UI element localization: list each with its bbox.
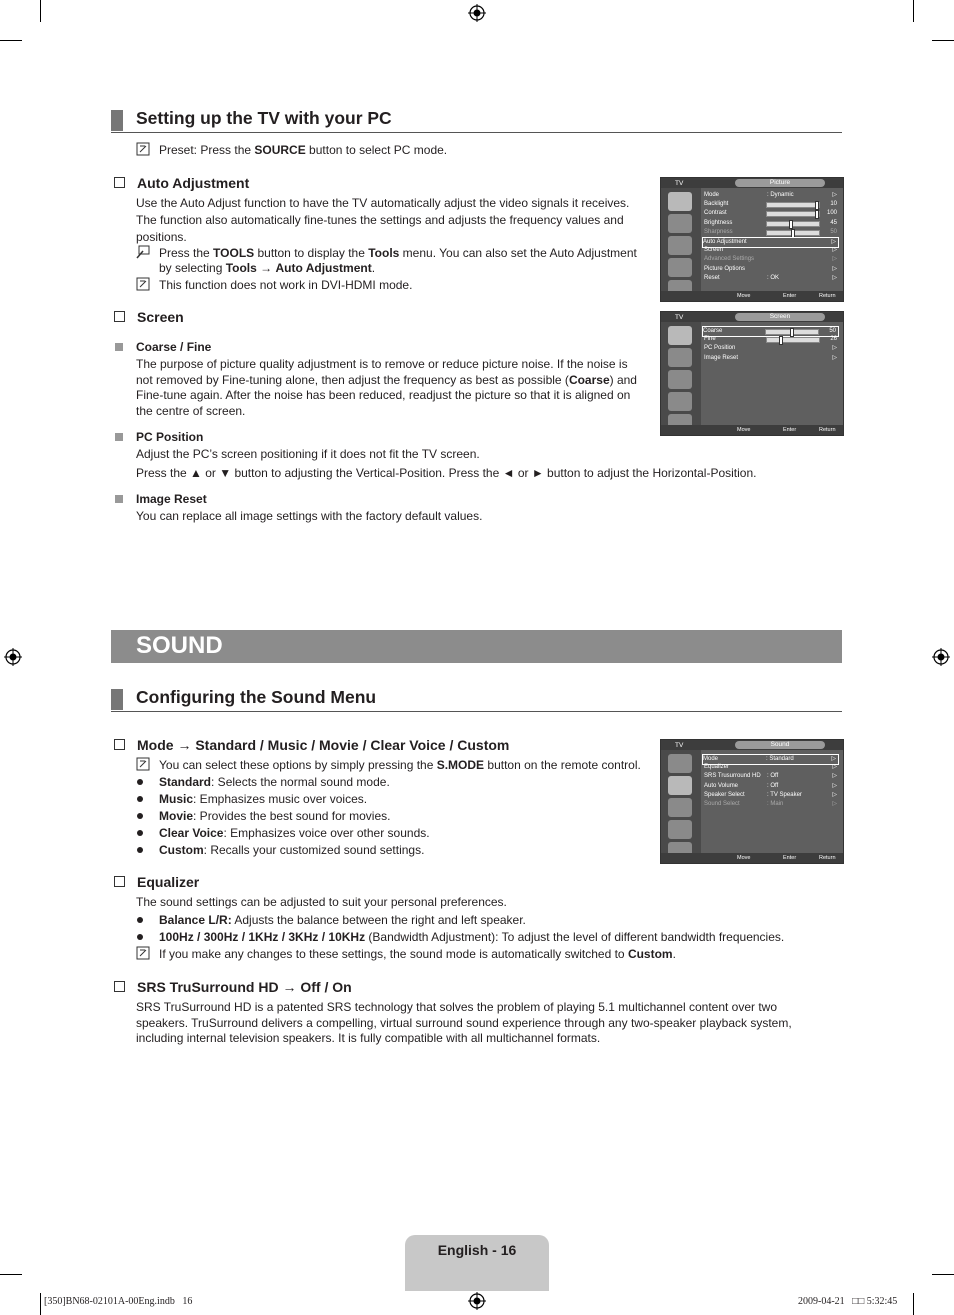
text: ) and (609, 372, 637, 387)
osd-top-bar (661, 740, 843, 750)
crop-mark (913, 1293, 914, 1315)
osd-row-number: 50 (830, 228, 837, 235)
subheading-mode (114, 737, 509, 753)
paragraph-line: including internal television speakers. It is fully compatible with all multichannel formats. (136, 1031, 601, 1045)
osd-row[interactable] (704, 228, 839, 237)
coarse-paragraph (136, 357, 637, 419)
list-item (159, 930, 784, 944)
setup-icon (668, 392, 692, 411)
text: Image Reset (136, 492, 207, 506)
square-bullet-icon (115, 495, 123, 503)
text-bold: Balance L/R: (159, 913, 232, 927)
osd-arrow-icon: ▷ (831, 756, 836, 762)
text: Coarse / Fine (136, 340, 212, 354)
note-text: You can select these options by simply pressing the (159, 758, 437, 772)
osd-row[interactable] (704, 772, 839, 781)
note-text: button to select PC mode. (305, 143, 448, 157)
osd-row-number: 26 (830, 336, 837, 343)
text: : Emphasizes music over voices. (193, 792, 368, 806)
pc-position-heading (136, 430, 203, 444)
text-bold: 100Hz / 300Hz / 1KHz / 3KHz / 10KHz (159, 930, 366, 944)
list-item (159, 809, 390, 823)
checkbox-icon (114, 177, 125, 188)
osd-row-label: Equalizer (704, 764, 730, 771)
osd-tv-label: TV (675, 180, 684, 187)
osd-row-label: Mode (704, 192, 720, 198)
registration-mark-icon (932, 648, 950, 666)
registration-mark-icon (4, 648, 22, 666)
section-header-bar (111, 110, 123, 131)
note-bold: SOURCE (254, 143, 306, 157)
text-bold: Movie (159, 809, 194, 823)
osd-row-value: : Off (767, 773, 779, 780)
osd-row-label: Screen (704, 247, 724, 254)
list-item (159, 775, 390, 789)
srs-paragraph (136, 1000, 792, 1047)
osd-row-value: : Main (767, 801, 784, 807)
osd-row[interactable] (704, 246, 839, 255)
list-item (159, 913, 526, 927)
text: button to display the (254, 246, 369, 260)
osd-row[interactable] (704, 219, 839, 228)
osd-row[interactable] (704, 265, 839, 274)
osd-slider[interactable] (766, 337, 820, 343)
paragraph-line: You can replace all image settings with the factory default values. (136, 509, 483, 523)
text-bold: Clear Voice (159, 826, 224, 840)
text: not removed by Fine-tuning alone, then adjust the frequency as best as possible ( (136, 372, 569, 387)
coarse-fine-heading (136, 340, 211, 354)
note-bold: S.MODE (436, 758, 485, 772)
osd-move-hint: Move (737, 855, 751, 861)
note-icon (136, 142, 150, 156)
equalizer-intro (136, 895, 507, 911)
osd-row-label: Fine (704, 336, 716, 343)
note-text: . (672, 947, 676, 961)
paragraph-line: positions. (136, 230, 187, 244)
checkbox-icon (114, 876, 125, 887)
subheading-text: Auto Adjustment (137, 175, 250, 191)
registration-mark-icon (468, 1292, 486, 1310)
sound-banner (111, 630, 842, 663)
auto-paragraph (136, 196, 629, 246)
osd-row-value: : Dynamic (767, 192, 794, 198)
bullet-dot-icon (137, 847, 143, 853)
osd-title: Screen (735, 313, 825, 321)
bullet-dot-icon (137, 813, 143, 819)
osd-row-number: 50 (829, 328, 836, 334)
osd-row-label: Auto Adjustment (703, 239, 747, 245)
smode-note (159, 758, 641, 772)
picture-icon (668, 326, 692, 345)
crop-mark (0, 40, 22, 41)
text: by selecting (159, 261, 226, 275)
crop-mark (932, 40, 954, 41)
osd-enter-hint: Enter (783, 293, 797, 299)
list-item (159, 843, 424, 857)
osd-row-label: Advanced Settings (704, 256, 755, 263)
section-title: Configuring the Sound Menu (136, 687, 377, 707)
osd-bottom-bar (661, 425, 843, 435)
osd-arrow-icon: ▷ (832, 773, 837, 780)
list-item (159, 826, 430, 840)
paragraph-line: Press the ▲ or ▼ button to adjusting the Vertical-Position. Press the ◄ or ► button to adjust the Horizontal-Position. (136, 465, 757, 480)
sound-icon (668, 214, 692, 233)
section-header-sound (111, 689, 842, 712)
section-header-pc (111, 110, 842, 133)
file-name: [350]BN68-02101A-00Eng.indb 16 (44, 1296, 193, 1307)
paragraph-line: Adjust the PC’s screen positioning if it does not fit the TV screen. (136, 447, 480, 461)
text: PC Position (136, 430, 204, 444)
osd-sidebar (661, 750, 701, 853)
subheading-text: Screen (137, 309, 184, 325)
crop-mark (40, 1293, 41, 1315)
tools-icon (136, 245, 150, 259)
subheading-srs (114, 979, 352, 995)
osd-title: Sound (735, 741, 825, 749)
osd-screen-menu (660, 311, 844, 436)
crop-mark (0, 1274, 22, 1275)
osd-arrow-icon: ▷ (832, 791, 837, 798)
osd-arrow-icon: ▷ (832, 247, 837, 254)
page-number-tab (405, 1235, 549, 1291)
osd-enter-hint: Enter (783, 855, 797, 861)
text: → (256, 261, 276, 275)
osd-bottom-bar (661, 853, 843, 863)
osd-row-label: Mode (703, 756, 719, 762)
subheading-text: Equalizer (137, 874, 200, 890)
square-bullet-icon (115, 343, 123, 351)
paragraph-line: The purpose of picture quality adjustment is to remove or reduce picture noise. If the noise is (136, 357, 628, 371)
osd-main (701, 188, 843, 291)
osd-arrow-icon: ▷ (832, 764, 837, 771)
osd-row[interactable] (704, 800, 839, 809)
osd-row-number: 10 (830, 201, 837, 208)
tools-note (159, 246, 637, 275)
dvi-note (159, 278, 412, 292)
checkbox-icon (114, 981, 125, 992)
custom-note (159, 947, 676, 961)
osd-row-label: Image Reset (704, 354, 739, 361)
osd-arrow-icon: ▷ (832, 274, 837, 281)
osd-move-hint: Move (737, 293, 751, 299)
osd-move-hint: Move (737, 427, 751, 433)
osd-row-label: Reset (704, 274, 720, 281)
image-reset-heading (136, 492, 207, 506)
banner-title: SOUND (136, 632, 223, 659)
osd-enter-hint: Enter (783, 427, 797, 433)
bullet-dot-icon (137, 796, 143, 802)
osd-row-label: PC Position (704, 345, 736, 352)
note-text: This function does not work in DVI-HDMI mode. (159, 278, 413, 292)
osd-tv-label: TV (675, 314, 684, 321)
osd-arrow-icon: ▷ (832, 265, 837, 272)
osd-title: Picture (735, 179, 825, 187)
text-bold: Music (159, 792, 194, 806)
osd-row-number: 100 (826, 210, 837, 217)
text: . (371, 261, 376, 275)
sound-icon (668, 348, 692, 367)
osd-row-value: : Off (767, 782, 779, 789)
text: (Bandwidth Adjustment): To adjust the level of different bandwidth frequencies. (365, 930, 785, 944)
note-text: Preset: Press the (159, 143, 255, 157)
text: Adjusts the balance between the right and left speaker. (231, 913, 526, 927)
osd-picture-menu (660, 177, 844, 302)
text-bold: Standard (159, 775, 212, 789)
bullet-dot-icon (137, 917, 143, 923)
osd-sidebar (661, 188, 701, 291)
paragraph-line: SRS TruSurround HD is a patented SRS technology that solves the problem of playing 5.1 multichannel content over two (136, 1000, 778, 1014)
note-bold: Custom (627, 947, 673, 961)
osd-row[interactable] (704, 209, 839, 218)
text-bold: Custom (159, 843, 204, 857)
paragraph-line: The function also automatically fine-tunes the settings and adjusts the frequency values and (136, 213, 624, 227)
osd-top-bar (661, 178, 843, 188)
channel-icon (668, 236, 692, 255)
setup-icon (668, 258, 692, 277)
square-bullet-icon (115, 433, 123, 441)
osd-row[interactable] (704, 763, 839, 772)
text-bold: Coarse (568, 372, 610, 387)
osd-row-label: Backlight (704, 201, 729, 208)
text: : Emphasizes voice over other sounds. (223, 826, 430, 840)
subheading-text: SRS TruSurround HD → Off / On (137, 979, 352, 995)
paragraph-line: The sound settings can be adjusted to suit your personal preferences. (136, 895, 507, 909)
osd-sidebar (661, 322, 701, 425)
channel-icon (668, 370, 692, 389)
osd-arrow-icon: ▷ (832, 256, 837, 263)
osd-return-hint: Return (819, 427, 836, 433)
osd-row-value: : OK (767, 274, 780, 281)
osd-arrow-icon: ▷ (831, 239, 836, 245)
checkbox-icon (114, 739, 125, 750)
osd-row-label: Contrast (704, 210, 727, 217)
osd-row[interactable] (704, 255, 839, 264)
subheading-screen (114, 309, 184, 325)
osd-row-label: Speaker Select (704, 791, 745, 798)
text: : Recalls your customized sound settings. (203, 843, 425, 857)
osd-main (701, 750, 843, 853)
bullet-dot-icon (137, 830, 143, 836)
sound-icon (668, 776, 692, 795)
crop-mark (932, 1274, 954, 1275)
osd-row-label: Auto Volume (704, 782, 739, 789)
osd-row-label: SRS Trusurround HD (704, 773, 761, 780)
note-text: If you make any changes to these settings, the sound mode is automatically switched to (159, 947, 628, 961)
osd-row[interactable] (704, 191, 839, 200)
text: : Provides the best sound for movies. (193, 809, 391, 823)
text: Press the (159, 246, 214, 260)
pc-position-paragraph (136, 447, 756, 481)
osd-row[interactable] (704, 791, 839, 800)
paragraph-line: Fine-tune again. After the noise has been reduced, readjust the picture so that it is aligned on (136, 388, 631, 402)
paragraph-line: speakers. TruSurround delivers a compelling, virtual surround sound experience through any two-speaker playback system, (136, 1015, 792, 1030)
text: : Selects the normal sound mode. (211, 775, 390, 789)
print-date: 2009-04-21 □□ 5:32:45 (798, 1296, 898, 1307)
osd-slider[interactable] (766, 211, 820, 217)
section-header-bar (111, 689, 123, 710)
text-bold: Auto Adjustment (275, 261, 372, 275)
osd-row[interactable] (704, 354, 839, 363)
note-icon (136, 946, 150, 960)
subheading-auto-adjustment (114, 175, 249, 191)
osd-arrow-icon: ▷ (832, 345, 837, 352)
osd-return-hint: Return (819, 293, 836, 299)
setup-icon (668, 820, 692, 839)
osd-slider[interactable] (766, 202, 820, 208)
osd-row-label: Coarse (703, 328, 723, 334)
osd-top-bar (661, 312, 843, 322)
picture-icon (668, 754, 692, 773)
osd-main (701, 322, 843, 425)
osd-row-label: Picture Options (704, 265, 746, 272)
osd-row-label: Sound Select (704, 801, 740, 807)
osd-row-value: : TV Speaker (767, 791, 802, 798)
osd-row[interactable] (704, 200, 839, 209)
preset-note (159, 143, 447, 157)
image-reset-paragraph (136, 509, 482, 525)
osd-arrow-icon: ▷ (832, 192, 837, 198)
paragraph-line: Use the Auto Adjust function to have the TV automatically adjust the video signals it receives. (136, 196, 630, 210)
osd-row[interactable] (704, 782, 839, 791)
bullet-dot-icon (137, 779, 143, 785)
channel-icon (668, 798, 692, 817)
note-icon (136, 277, 150, 291)
osd-bottom-bar (661, 291, 843, 301)
osd-arrow-icon: ▷ (832, 782, 837, 789)
osd-sound-menu (660, 739, 844, 864)
text-bold: TOOLS (213, 246, 255, 260)
crop-mark (913, 0, 914, 22)
note-icon (136, 757, 150, 771)
osd-slider[interactable] (766, 230, 820, 236)
note-text: button on the remote control. (484, 758, 641, 772)
osd-row[interactable] (704, 274, 839, 283)
picture-icon (668, 192, 692, 211)
osd-row-number: 45 (830, 219, 837, 226)
text-bold: Tools (225, 261, 257, 275)
osd-slider[interactable] (765, 329, 819, 335)
text: menu. You can also set the Auto Adjustment (399, 246, 637, 260)
crop-mark (40, 0, 41, 22)
subheading-equalizer (114, 874, 199, 890)
subheading-text: Mode → Standard / Music / Movie / Clear Voice / Custom (137, 737, 510, 753)
section-title: Setting up the TV with your PC (136, 108, 392, 128)
osd-row-value: : Standard (766, 756, 794, 762)
osd-row[interactable] (704, 344, 839, 353)
registration-mark-icon (468, 4, 486, 22)
text-bold: Tools (368, 246, 400, 260)
paragraph-line: the centre of screen. (136, 403, 246, 418)
osd-arrow-icon: ▷ (832, 354, 837, 361)
bullet-dot-icon (137, 934, 143, 940)
list-item (159, 792, 367, 806)
osd-return-hint: Return (819, 855, 836, 861)
osd-arrow-icon: ▷ (832, 801, 837, 807)
osd-row[interactable] (704, 335, 839, 344)
osd-slider[interactable] (766, 221, 820, 227)
osd-row-label: Brightness (704, 219, 733, 226)
osd-tv-label: TV (675, 742, 684, 749)
osd-row-label: Sharpness (704, 228, 733, 235)
page-number: English - 16 (437, 1242, 517, 1258)
checkbox-icon (114, 311, 125, 322)
